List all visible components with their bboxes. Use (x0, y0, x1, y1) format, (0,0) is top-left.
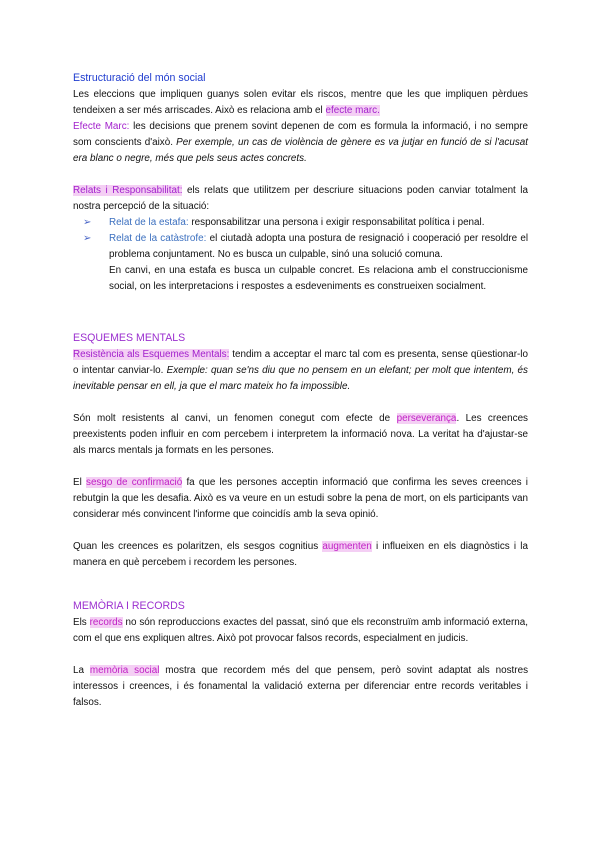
keyword-sesgo-confirmacio: sesgo de confirmació (86, 477, 183, 488)
keyword-efecte-marc: efecte marc. (325, 105, 380, 116)
keyword-records: records (89, 617, 123, 628)
paragraph: En canvi, en una estafa es busca un culpable concret. Es relaciona amb el construccionisme social, on les interpretacions i respostes a esdeveniments es construeixen socialment. (109, 265, 528, 292)
keyword-relats: Relats i Responsabilitat: (73, 185, 183, 196)
list-item: ➢ Relat de la catàstrofe: el ciutadà adopta una postura de resignació i cooperació per resoldre el problema conjuntament. No es busca un culpable, sinó una solució comuna. (83, 233, 529, 260)
keyword-perseveranca: perseverança (396, 413, 457, 424)
paragraph: Resistència als Esquemes Mentals: tendim a acceptar el marc tal com es presenta, sense qüestionar-lo o intentar canviar-lo. Exemple: quan se'ns diu que no pensem en un elefant; per molt que intentem, és inevitable pensar en ell, ja que el marc mateix ho fa impossible. (73, 349, 528, 392)
list-item: ➢ Relat de la estafa: responsabilitzar una persona i exigir responsabilitat política i penal. (83, 215, 528, 231)
bullet-list (73, 215, 528, 263)
paragraph: El sesgo de confirmació fa que les persones acceptin informació que confirma les seves creences i rebutgin la que les desafia. Això es va veure en un estudi sobre la pena de mort, on els participants van considerar més convincent l'informe que coincidís amb la seva opinió. (73, 477, 528, 520)
section-title-esquemes: ESQUEMES MENTALS (73, 332, 186, 344)
arrow-bullet-icon: ➢ (83, 217, 92, 228)
keyword-augmenten: augmenten (322, 541, 372, 552)
paragraph: Efecte Marc: les decisions que prenem sovint depenen de com es formula la informació, i no sempre som conscients d'això. Per exemple, un cas de violència de gènere es va jutjar en funció de si l'acusat era blanc o negre, més que pels seus actes concrets. (73, 121, 528, 164)
section-title-memoria: MEMÒRIA I RECORDS (73, 600, 185, 612)
paragraph: Les eleccions que impliquen guanys solen evitar els riscos, mentre que les que impliquen pèrdues tendeixen a ser més arriscades. Això es relaciona amb el efecte marc. (73, 89, 528, 116)
paragraph: Els records no són reproduccions exactes del passat, sinó que els reconstruïm amb informació externa, com el que ens expliquen altres. Això pot provocar falsos records, especialment en judicis. (73, 617, 528, 644)
keyword-resistencia: Resistència als Esquemes Mentals: (73, 349, 230, 360)
paragraph: Quan les creences es polaritzen, els sesgos cognitius augmenten i influeixen en els diagnòstics i la manera en què percebem i recordem les persones. (73, 541, 528, 568)
keyword-memoria-social: memòria social (89, 665, 160, 676)
paragraph: La memòria social mostra que recordem més del que pensem, però sovint adaptat als nostres interessos i creences, i és fonamental la validació externa per diferenciar entre records veritables i falsos. (73, 665, 529, 708)
paragraph: Relats i Responsabilitat: els relats que utilitzem per descriure situacions poden canviar totalment la nostra percepció de la situació: (73, 185, 528, 212)
keyword-efecte-marc-label: Efecte Marc: (73, 121, 130, 132)
section-title-estructuracio: Estructuració del món social (73, 72, 206, 84)
arrow-bullet-icon: ➢ (83, 233, 92, 244)
paragraph: Són molt resistents al canvi, un fenomen conegut com efecte de perseverança. Les creences preexistents poden influir en com percebem i interpretem la informació nova. La veritat ha d'ajustar-se als marcs mentals ja formats en les persones. (73, 413, 528, 456)
